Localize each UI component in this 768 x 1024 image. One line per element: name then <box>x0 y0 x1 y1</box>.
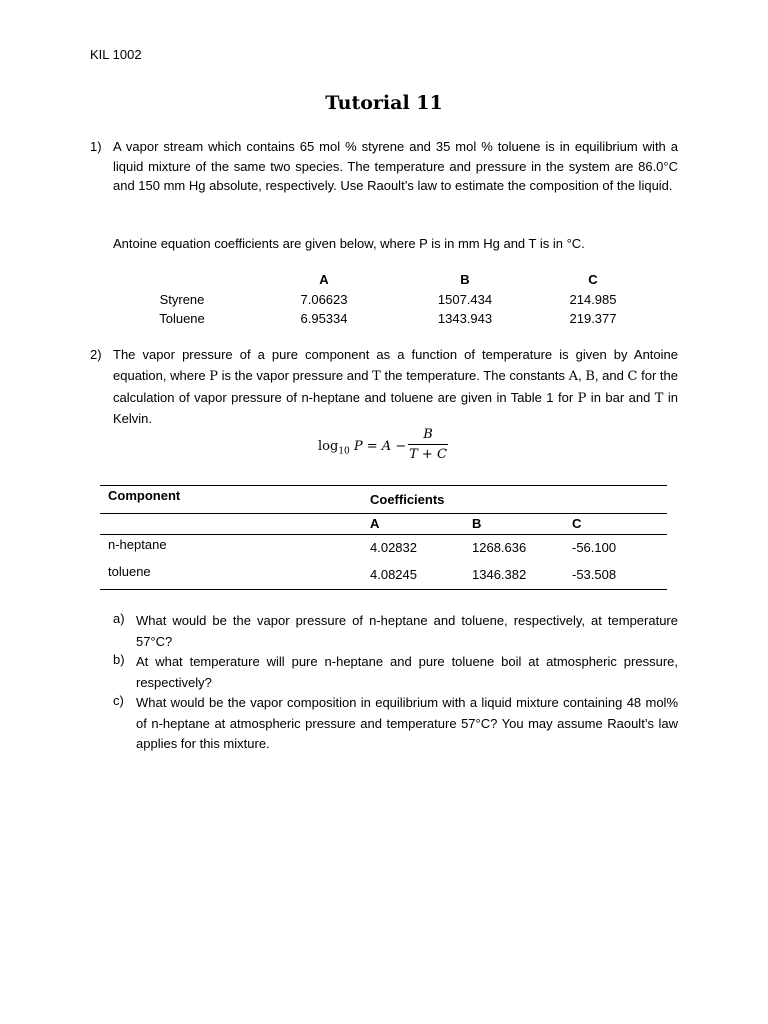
symbol-t: T <box>372 368 381 384</box>
question-2-number: 2) <box>90 347 102 362</box>
equation-fraction <box>408 425 448 464</box>
antoine-note: Antoine equation coefficients are given below, where P is in mm Hg and T is in °C. <box>113 236 585 251</box>
log-base: 10 <box>338 446 350 457</box>
symbol-b: B <box>585 368 595 384</box>
table-cell: Toluene <box>159 311 205 327</box>
table-header-row <box>130 270 670 290</box>
table-rule-sub <box>100 534 667 535</box>
sub-question-text: What would be the vapor pressure of n-heptane and toluene, respectively, at temperature 57°C? <box>136 613 678 649</box>
sub-question-text: What would be the vapor composition in equilibrium with a liquid mixture containing 48 mol% of n-heptane at atmospheric pressure and temperature 57°C? You may assume Raoult’s law applies for this mixture. <box>136 695 678 751</box>
page-title: Tutorial 11 <box>325 92 443 114</box>
sub-question-label: a) <box>113 611 125 626</box>
text-fragment: The vapor pressure of a pure component as a function of temperature is given by Antoine equation, where <box>113 347 678 383</box>
table-row <box>130 290 670 310</box>
sub-question-label: c) <box>113 693 124 708</box>
text-fragment: in Kelvin. <box>113 389 678 427</box>
table-row <box>130 309 670 329</box>
text-fragment: , and <box>594 367 628 383</box>
table-cell: 219.377 <box>569 311 617 327</box>
text-fragment: in bar and <box>586 389 655 405</box>
component-name: n-heptane <box>108 537 167 552</box>
sub-question-text: At what temperature will pure n-heptane and pure toluene boil at atmospheric pressure, respectively? <box>136 654 678 690</box>
question-2-text <box>113 345 678 430</box>
table-header-cell: B <box>460 272 470 288</box>
table-cell: 1507.434 <box>437 291 493 307</box>
table-cell: 1268.636 <box>472 540 527 555</box>
text-fragment: , <box>578 367 586 383</box>
text-fragment: is the vapor pressure and <box>217 367 373 383</box>
table-rule-top <box>100 485 667 486</box>
symbol-t: T <box>654 390 664 406</box>
sub-question-label: b) <box>113 652 125 667</box>
table-header-cell: A <box>319 272 329 288</box>
table-rule-mid <box>100 513 667 514</box>
table-cell: 6.95334 <box>300 311 348 327</box>
table-header-cell: C <box>588 272 598 288</box>
antoine-table-q1 <box>130 270 670 329</box>
text-fragment: the temperature. The constants <box>380 367 569 383</box>
equation-numerator: B <box>408 425 448 445</box>
table-cell: Styrene <box>159 291 205 307</box>
symbol-p: P <box>577 390 587 406</box>
equation-denominator: T + C <box>409 447 447 462</box>
table-cell: 4.02832 <box>370 540 417 555</box>
coefficient-header-b: B <box>472 516 482 531</box>
equation-lhs <box>318 439 406 457</box>
question-1-text: A vapor stream which contains 65 mol % styrene and 35 mol % toluene is in equilibrium with a liquid mixture of the same two species. The temperature and pressure in the system are 86.0°C and 150 mm Hg absolute, respectively. Use Raoult’s law to estimate the composition of the liquid. <box>113 139 678 193</box>
component-header: Component <box>108 488 181 503</box>
symbol-a: A <box>568 368 579 384</box>
symbol-p: P <box>209 368 218 384</box>
table-cell: -56.100 <box>572 540 617 555</box>
table-cell: 1346.382 <box>472 567 527 582</box>
table-cell: 4.08245 <box>370 567 417 582</box>
table-rule-bottom <box>100 589 667 590</box>
course-code: KIL 1002 <box>90 47 142 62</box>
component-name: toluene <box>108 564 151 579</box>
text-fragment: for the calculation of vapor pressure of n-heptane and toluene are given in Table 1 for <box>113 367 679 405</box>
table-cell: -53.508 <box>572 567 617 582</box>
symbol-c: C <box>627 368 638 384</box>
table-cell: 1343.943 <box>437 311 493 327</box>
coefficient-header-c: C <box>572 516 582 531</box>
coefficient-header-a: A <box>370 516 380 531</box>
equation-left-side: P = A − <box>349 439 407 454</box>
log-function: log <box>318 439 339 454</box>
question-1-number: 1) <box>90 139 102 154</box>
coefficients-header: Coefficients <box>370 492 445 507</box>
table-cell: 7.06623 <box>300 291 348 307</box>
table-cell: 214.985 <box>569 291 617 307</box>
table-header-cell <box>130 270 234 290</box>
